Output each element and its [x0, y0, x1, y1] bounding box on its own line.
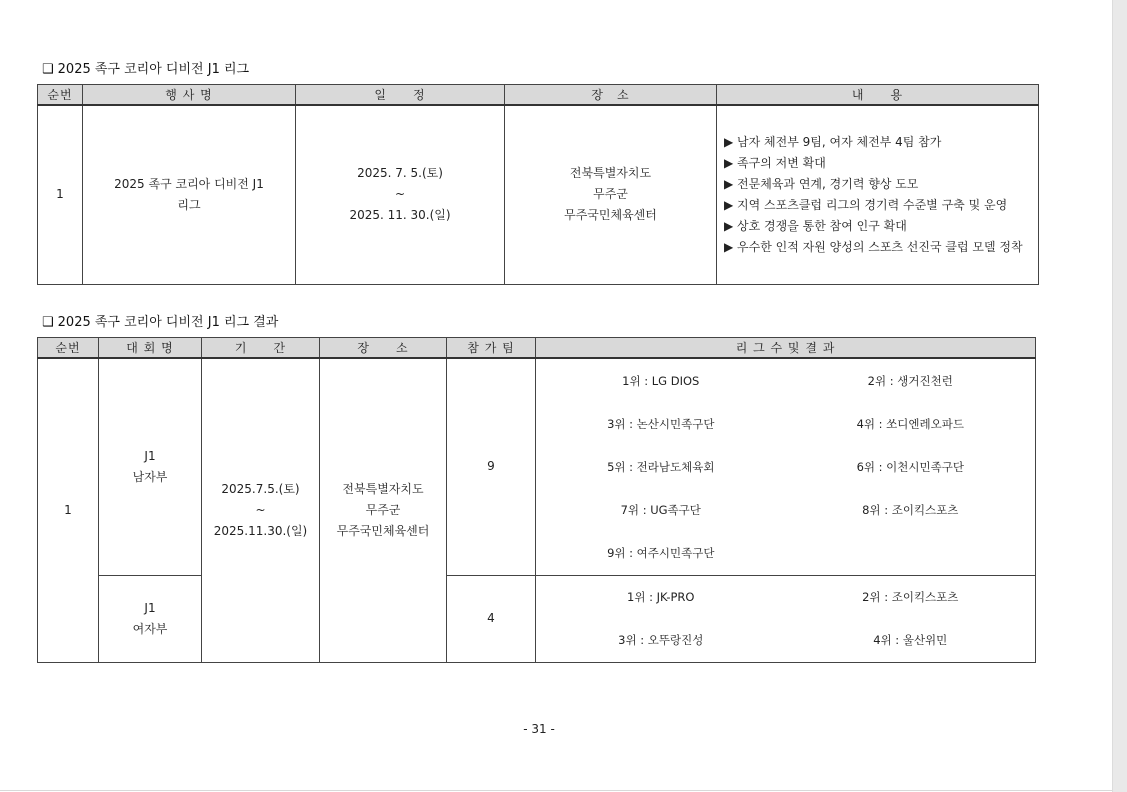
- col-header-competition: 대 회 명: [99, 338, 202, 359]
- col-header-results: 리 그 수 및 결 과: [536, 338, 1036, 359]
- col-header-event-name: 행 사 명: [83, 85, 296, 106]
- col-header-teams: 참 가 팀: [447, 338, 536, 359]
- rank-item: 5위 : 전라남도체육회: [607, 459, 715, 474]
- rank-item: 9위 : 여주시민족구단: [607, 545, 715, 560]
- content-item: ▶ 상호 경쟁을 통한 참여 인구 확대: [724, 218, 907, 233]
- results-grid-women: [536, 576, 1035, 662]
- rank-item: 3위 : 오뚜랑진성: [618, 633, 704, 647]
- rank-item: [786, 531, 1036, 574]
- results-women: [536, 575, 1036, 662]
- table-row: [38, 105, 1039, 284]
- row-no: 1: [38, 358, 99, 662]
- competition-women: J1 여자부: [99, 575, 202, 662]
- content-list: [717, 105, 1039, 284]
- rank-item: 4위 : 쏘디엔레오파드: [856, 416, 964, 431]
- scrollbar-track[interactable]: [1112, 0, 1127, 792]
- section-marker-icon: ❑: [42, 62, 54, 77]
- rank-item: 3위 : 논산시민족구단: [607, 416, 715, 431]
- content-item: ▶ 전문체육과 연계, 경기력 향상 도모: [724, 176, 919, 191]
- competition-men: J1 남자부: [99, 358, 202, 575]
- event-table: [37, 84, 1039, 285]
- event-name: 2025 족구 코리아 디비전 J1 리그: [83, 105, 296, 284]
- rank-item: 1위 : LG DIOS: [622, 373, 700, 388]
- col-header-venue: 장 소: [320, 338, 447, 359]
- teams-women: 4: [447, 575, 536, 662]
- content-item: ▶ 우수한 인적 자원 양성의 스포츠 선진국 클럽 모델 정착: [724, 239, 1023, 254]
- period: 2025.7.5.(토) ~ 2025.11.30.(일): [202, 358, 320, 662]
- content-item: ▶ 지역 스포츠클럽 리그의 경기력 수준별 구축 및 운영: [724, 197, 1008, 212]
- rank-item: 8위 : 조이킥스포츠: [862, 502, 959, 517]
- content-item: ▶ 남자 체전부 9팀, 여자 체전부 4팀 참가: [724, 134, 942, 149]
- results-men: [536, 358, 1036, 575]
- rank-item: 6위 : 이천시민족구단: [856, 459, 964, 474]
- rank-item: 7위 : UG족구단: [620, 502, 701, 517]
- page-number: - 31 -: [523, 722, 555, 736]
- table-row: [38, 575, 1036, 662]
- content-item: ▶ 족구의 저변 확대: [724, 155, 826, 170]
- rank-item: 2위 : 생거진천런: [867, 373, 953, 388]
- table-row: [38, 358, 1036, 575]
- venue: 전북특별자치도 무주군 무주국민체육센터: [320, 358, 447, 662]
- section-marker-icon: ❑: [42, 315, 54, 330]
- col-header-schedule: 일 정: [296, 85, 505, 106]
- section1-title: ❑ 2025 족구 코리아 디비전 J1 리그: [42, 62, 250, 77]
- col-header-no: 순번: [38, 338, 99, 359]
- results-table: [37, 337, 1036, 663]
- col-header-venue: 장 소: [505, 85, 717, 106]
- results-grid-men: [536, 359, 1035, 574]
- schedule: 2025. 7. 5.(토) ~ 2025. 11. 30.(일): [296, 105, 505, 284]
- col-header-content: 내 용: [717, 85, 1039, 106]
- col-header-period: 기 간: [202, 338, 320, 359]
- rank-item: 1위 : JK-PRO: [627, 590, 695, 604]
- venue: 전북특별자치도 무주군 무주국민체육센터: [505, 105, 717, 284]
- teams-men: 9: [447, 358, 536, 575]
- section2-title: ❑ 2025 족구 코리아 디비전 J1 리그 결과: [42, 315, 279, 330]
- rank-item: 2위 : 조이킥스포츠: [862, 590, 959, 604]
- row-no: 1: [38, 105, 83, 284]
- col-header-no: 순번: [38, 85, 83, 106]
- rank-item: 4위 : 울산위민: [873, 633, 948, 647]
